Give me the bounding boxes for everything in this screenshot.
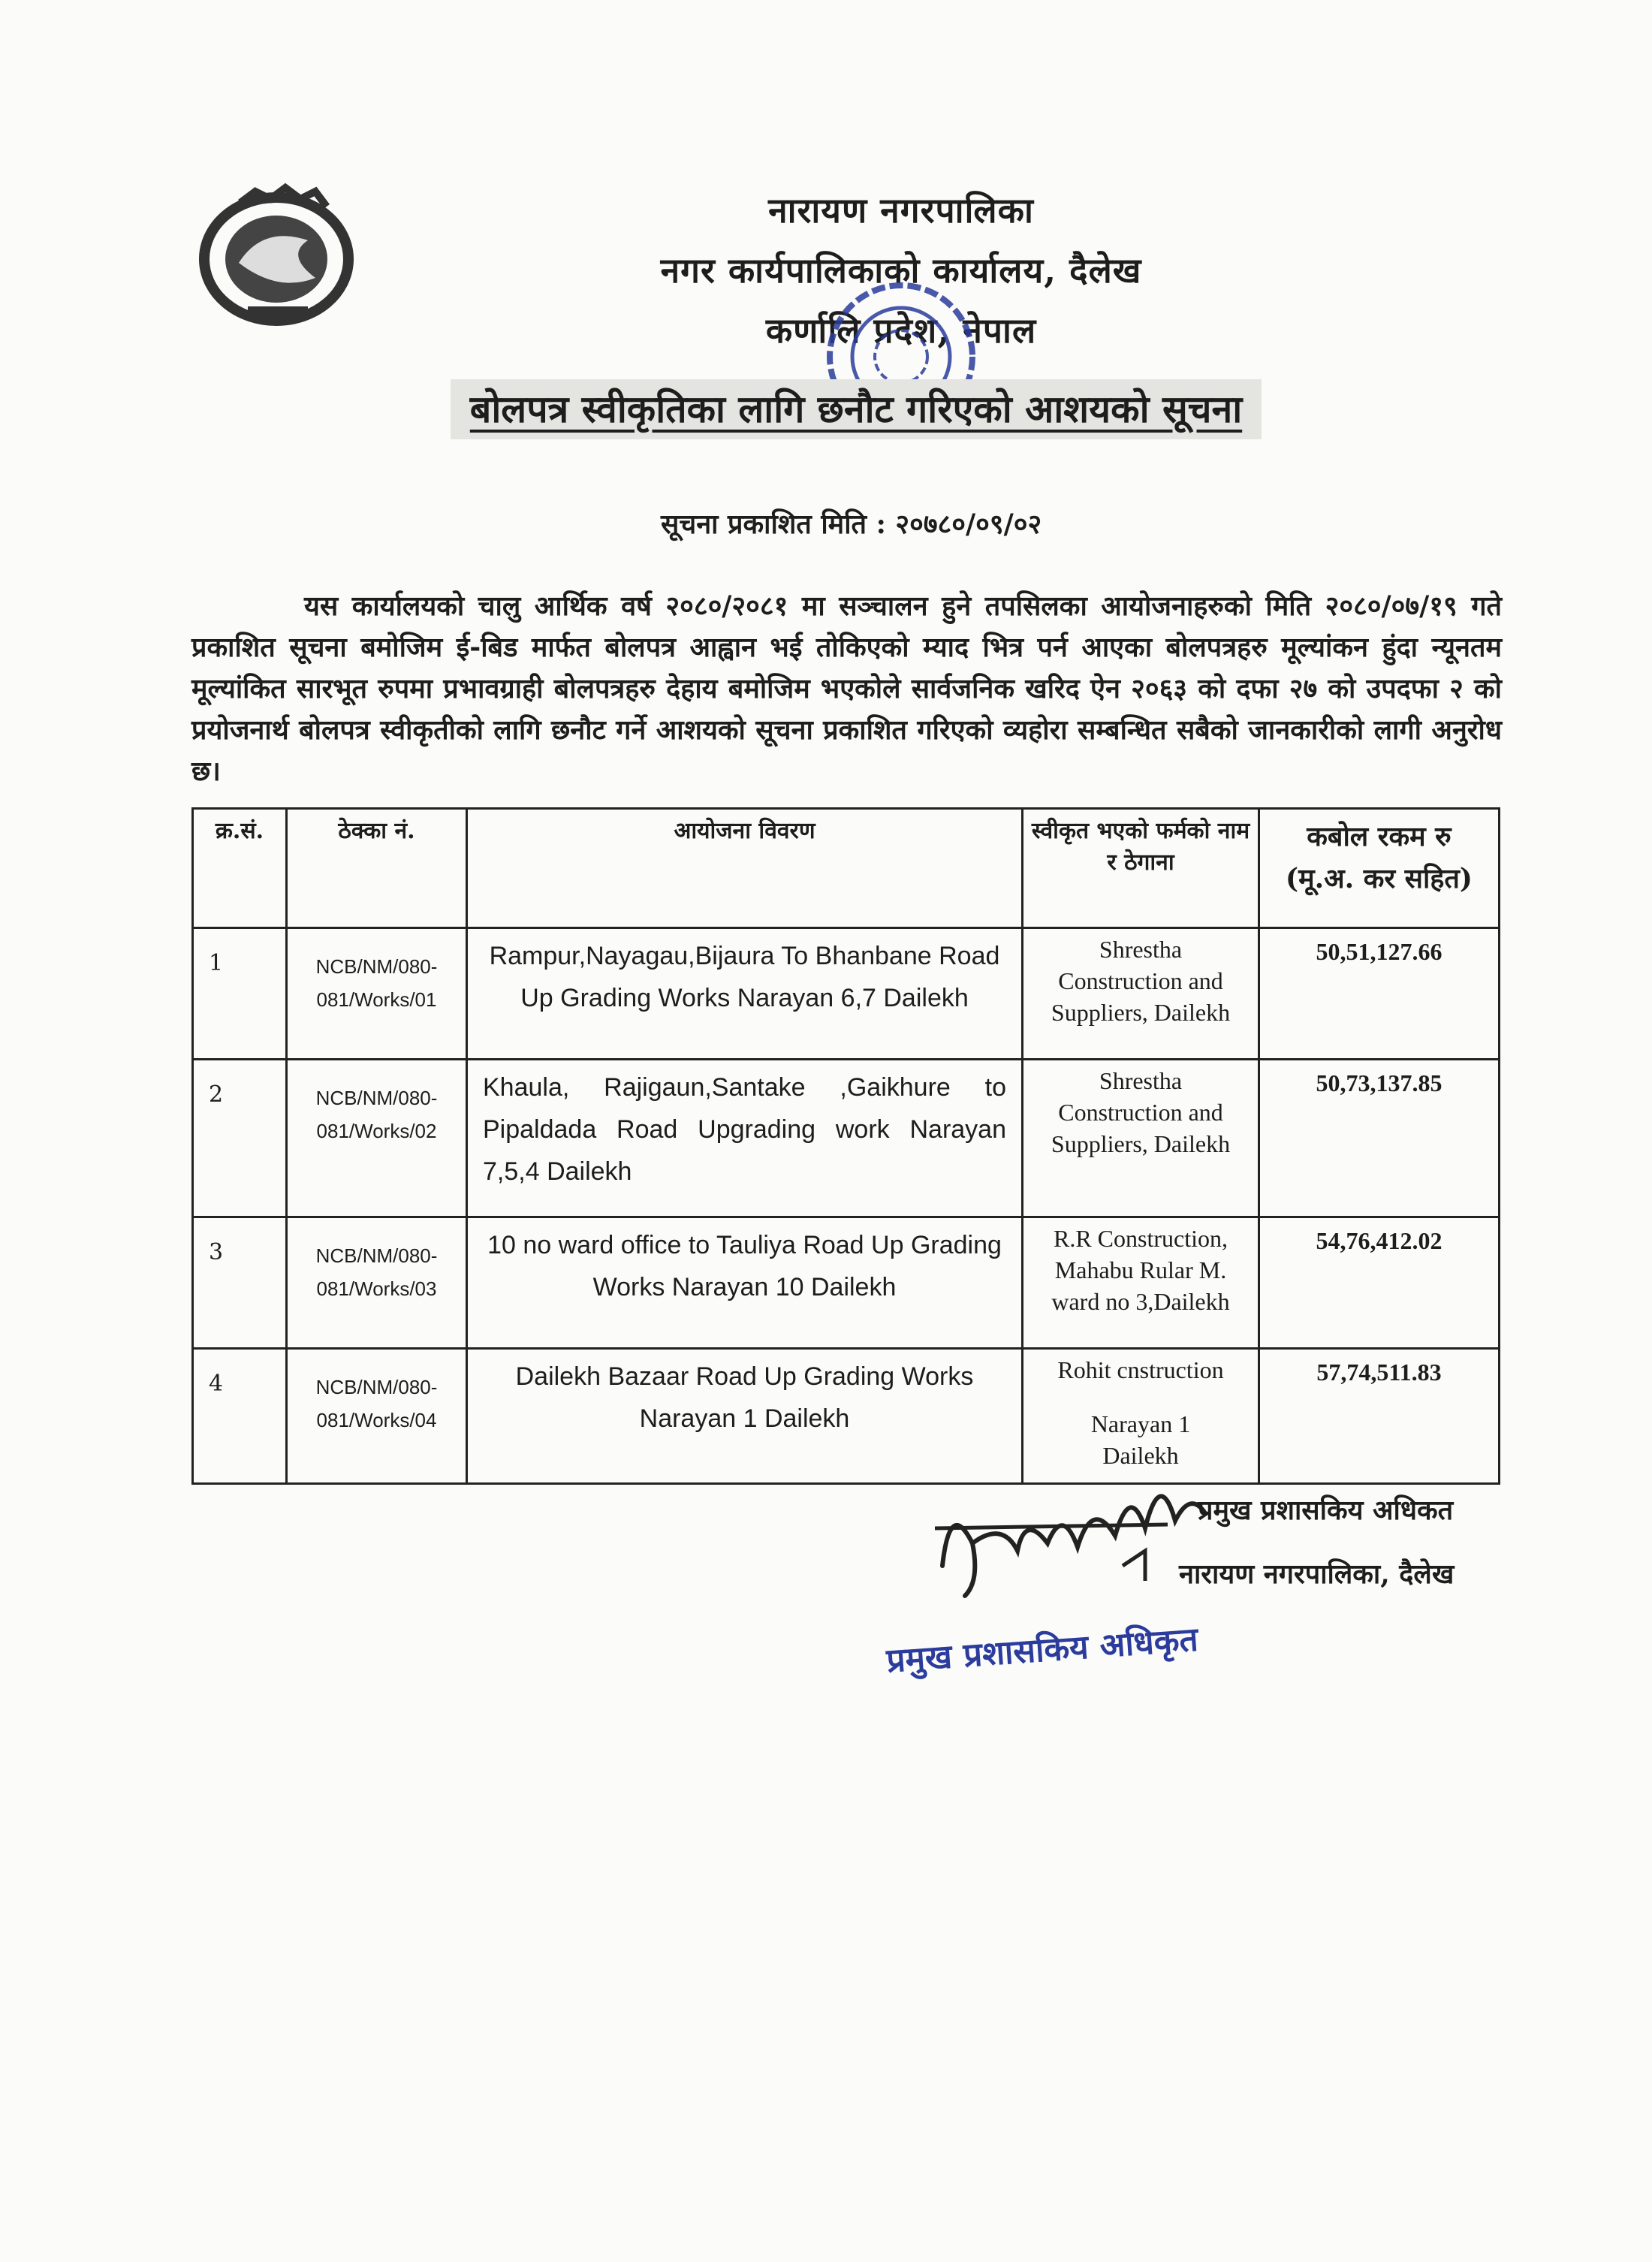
- row-description: Rampur,Nayagau,Bijaura To Bhanbane Road Up Grading Works Narayan 6,7 Dailekh: [467, 928, 1023, 1060]
- header-description: आयोजना विवरण: [467, 809, 1023, 928]
- municipality-name: नारायण नगरपालिका: [768, 190, 1034, 231]
- row-contract-no: [287, 928, 467, 1060]
- row-description: 10 no ward office to Tauliya Road Up Grading Works Narayan 10 Dailekh: [467, 1217, 1023, 1349]
- contract-no-line1: NCB/NM/080-: [315, 1244, 438, 1267]
- contract-no-line1: NCB/NM/080-: [315, 955, 438, 978]
- firm-line3: Suppliers, Dailekh: [1051, 1130, 1231, 1157]
- table-header-row: [193, 809, 1500, 928]
- published-date: सूचना प्रकाशित मिति : २०७८०/०९/०२: [661, 508, 1042, 540]
- contract-no-line2: 081/Works/04: [316, 1409, 437, 1431]
- row-amount: 54,76,412.02: [1259, 1217, 1500, 1349]
- firm-line3: Suppliers, Dailekh: [1051, 999, 1231, 1026]
- firm-line1: Shrestha: [1099, 936, 1183, 963]
- signatory-role: प्रमुख प्रशासकिय अधिकत: [1198, 1494, 1454, 1526]
- header-sn: क्र.सं.: [193, 809, 287, 928]
- notice-body: यस कार्यालयको चालु आर्थिक वर्ष २०८०/२०८१ मा सञ्चालन हुने तपसिलका आयोजनाहरुको मिति २०८०/०७/१९ गते प्रकाशित सूचना बमोजिम ई-बिड मार्फत बोलपत्र आह्वान भई तोकिएको म्याद भित्र पर्न आएका बोलपत्रहरु मूल्यांकन हुंदा न्यूनतम मूल्यांकित सारभूत रुपमा प्रभावग्राही बोलपत्रहरु देहाय बमोजिम भएकोले सार्वजनिक खरिद ऐन २०६३ को दफा २७ को उपदफा २ को प्रयोजनार्थ बोलपत्र स्वीकृतीको लागि छनौट गर्ने आशयको सूचना प्रकाशित गरिएको व्यहोरा सम्बन्धित सबैको जानकारीको लागी अनुरोध छ।: [191, 590, 1502, 787]
- row-description: Dailekh Bazaar Road Up Grading Works Narayan 1 Dailekh: [467, 1349, 1023, 1484]
- contract-no-line2: 081/Works/03: [316, 1277, 437, 1300]
- row-contract-no: [287, 1349, 467, 1484]
- row-amount: 57,74,511.83: [1259, 1349, 1500, 1484]
- header-contract-no: ठेक्का नं.: [287, 809, 467, 928]
- table-row: [193, 1349, 1500, 1484]
- row-firm: [1023, 1060, 1259, 1217]
- row-amount: 50,51,127.66: [1259, 928, 1500, 1060]
- row-description: Khaula, Rajigaun,Santake ,Gaikhure to Pipaldada Road Upgrading work Narayan 7,5,4 Dailekh: [467, 1060, 1023, 1217]
- header-firm: स्वीकृत भएको फर्मको नाम र ठेगाना: [1023, 809, 1259, 928]
- firm-line1: R.R Construction,: [1053, 1225, 1228, 1252]
- header-amount-line2: (मू.अ. कर सहित): [1286, 863, 1473, 894]
- row-firm: [1023, 928, 1259, 1060]
- firm-line3: Dailekh: [1102, 1442, 1179, 1469]
- selected-bids-table: [191, 807, 1500, 1485]
- row-contract-no: [287, 1060, 467, 1217]
- row-amount: 50,73,137.85: [1259, 1060, 1500, 1217]
- contract-no-line2: 081/Works/01: [316, 988, 437, 1011]
- row-contract-no: [287, 1217, 467, 1349]
- government-emblem-icon: [195, 180, 357, 330]
- row-sn: 1: [193, 928, 287, 1060]
- officer-rubber-stamp: प्रमुख प्रशासकिय अधिकृत: [885, 1620, 1200, 1681]
- contract-no-line2: 081/Works/02: [316, 1120, 437, 1142]
- row-sn: 2: [193, 1060, 287, 1217]
- firm-line2: Mahabu Rular M.: [1054, 1256, 1227, 1283]
- row-firm: [1023, 1217, 1259, 1349]
- contract-no-line1: NCB/NM/080-: [315, 1376, 438, 1398]
- row-sn: 3: [193, 1217, 287, 1349]
- firm-line1: Rohit cnstruction: [1057, 1356, 1224, 1383]
- firm-line1: Shrestha: [1099, 1067, 1183, 1094]
- header-amount: [1259, 809, 1500, 928]
- firm-line2: Construction and: [1058, 1099, 1223, 1126]
- notice-title: बोलपत्र स्वीकृतिका लागि छनौट गरिएको आशयको सूचना: [451, 379, 1262, 439]
- firm-line2: Narayan 1: [1090, 1410, 1191, 1437]
- signatory-office: नारायण नगरपालिका, दैलेख: [1179, 1558, 1455, 1590]
- table-row: [193, 1217, 1500, 1349]
- contract-no-line1: NCB/NM/080-: [315, 1087, 438, 1109]
- firm-line2: Construction and: [1058, 967, 1223, 994]
- table-row: [193, 1060, 1500, 1217]
- province-country: कर्णालि प्रदेश, नेपाल: [765, 310, 1037, 351]
- firm-line3: ward no 3,Dailekh: [1051, 1288, 1230, 1315]
- row-sn: 4: [193, 1349, 287, 1484]
- table-row: [193, 928, 1500, 1060]
- header-amount-line1: कबोल रकम रु: [1307, 821, 1452, 852]
- office-name: नगर कार्यपालिकाको कार्यालय, दैलेख: [660, 250, 1142, 291]
